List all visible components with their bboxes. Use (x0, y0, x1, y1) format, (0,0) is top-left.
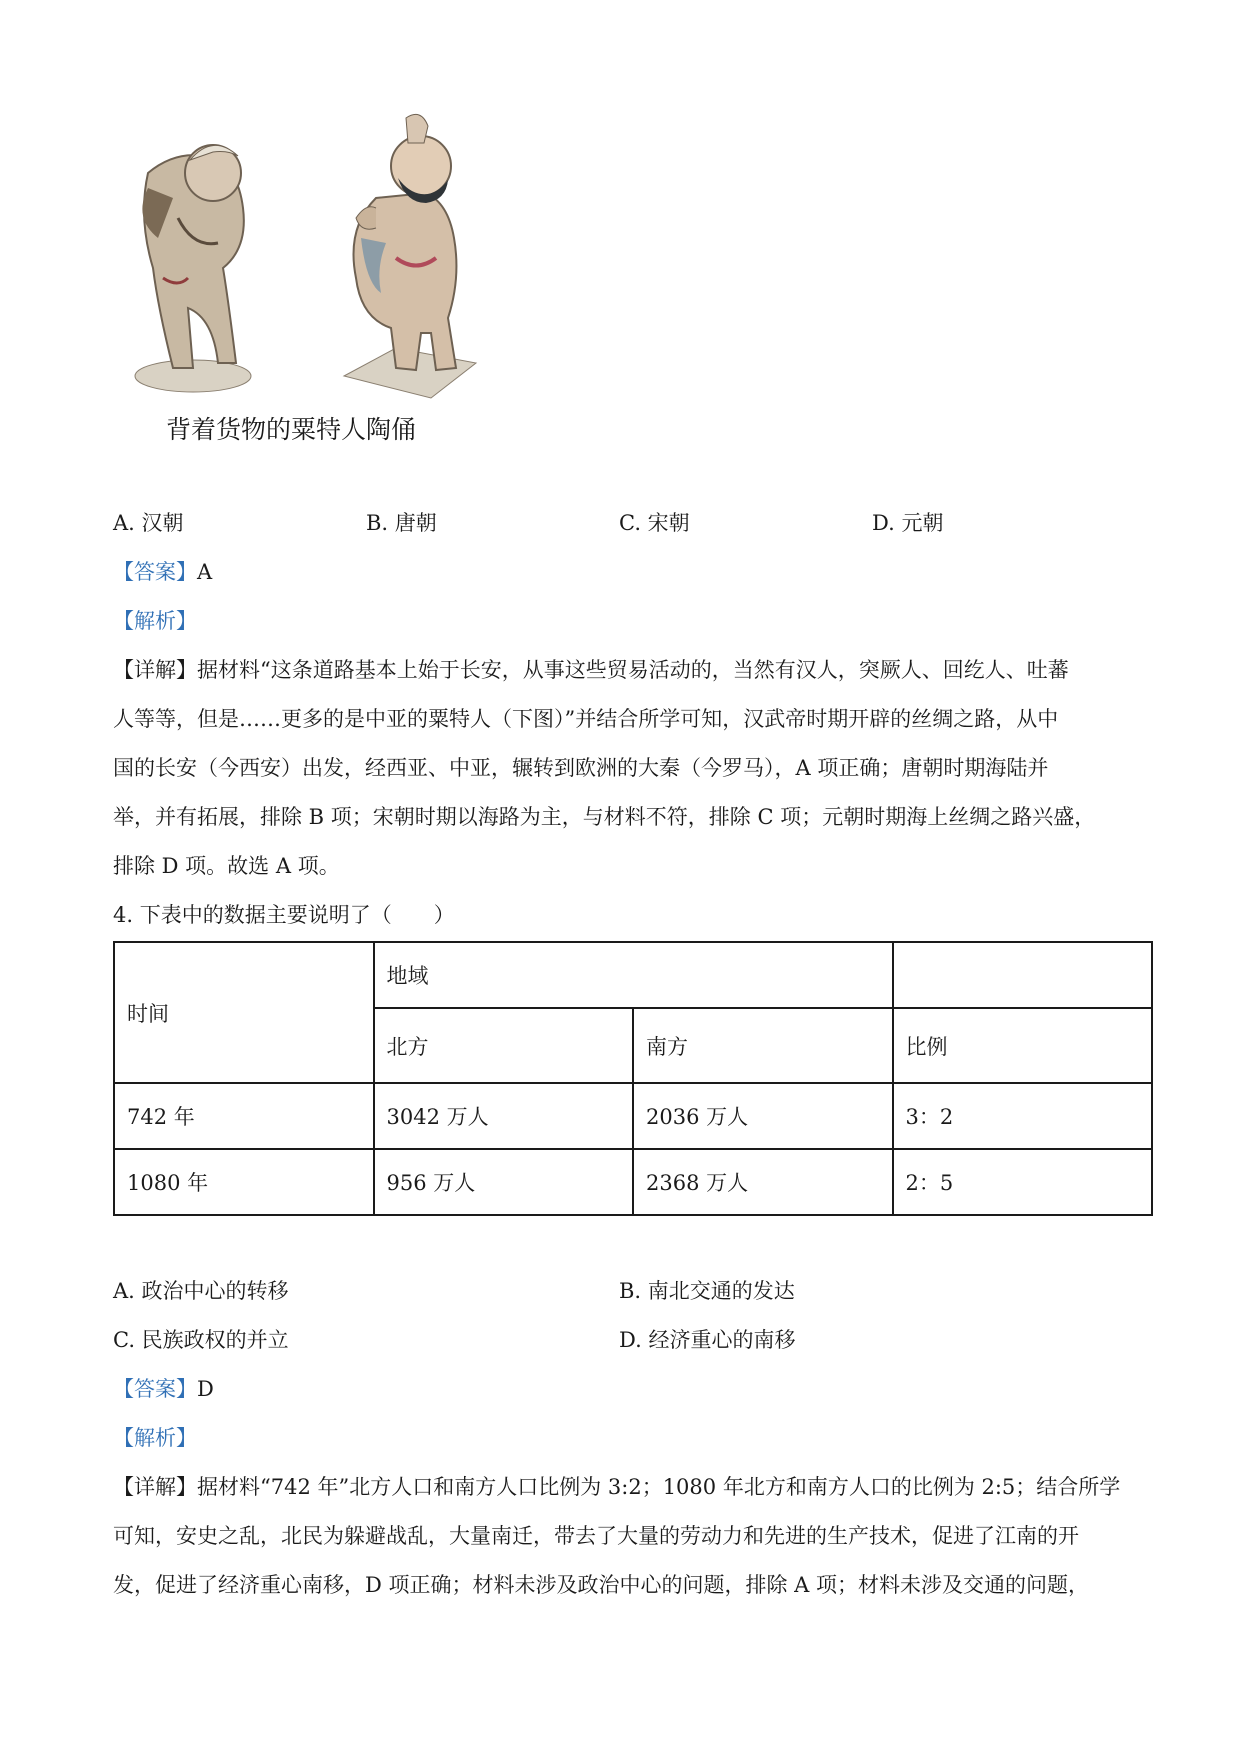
cell-ratio: 3：2 (893, 1083, 1153, 1149)
q3-detail-line-4: 举，并有拓展，排除 B 项；宋朝时期以海路为主，与材料不符，排除 C 项；元朝时期海上丝绸之路兴盛， (113, 805, 1096, 829)
answer-value: A (197, 560, 213, 584)
detail-tag: 【详解】 (113, 1475, 197, 1499)
population-table (113, 941, 1153, 1216)
q3-detail-line-1 (113, 655, 1069, 685)
q4-stem: 4. 下表中的数据主要说明了（ ） (113, 903, 455, 927)
cell-time: 1080 年 (114, 1149, 374, 1215)
q3-detail-line-3: 国的长安（今西安）出发，经西亚、中亚，辗转到欧洲的大秦（今罗马），A 项正确；唐朝时期海陆并 (113, 756, 1049, 780)
q4-option-a[interactable]: A. 政治中心的转移 (113, 1279, 289, 1303)
q3-detail-line-2: 人等等，但是……更多的是中亚的粟特人（下图）”并结合所学可知，汉武帝时期开辟的丝绸之路，从中 (113, 707, 1059, 731)
cell-north: 3042 万人 (374, 1083, 634, 1149)
q4-option-c[interactable]: C. 民族政权的并立 (113, 1328, 289, 1352)
header-region: 地域 (374, 942, 893, 1008)
q3-option-b[interactable]: B. 唐朝 (366, 511, 437, 535)
answer-tag: 【答案】 (113, 1377, 197, 1401)
cell-ratio: 2：5 (893, 1149, 1153, 1215)
q3-option-a[interactable]: A. 汉朝 (113, 511, 184, 535)
q3-option-c[interactable]: C. 宋朝 (619, 511, 690, 535)
detail-text: 据材料“742 年”北方人口和南方人口比例为 3:2；1080 年北方和南方人口的比例为 2:5；结合所学 (197, 1475, 1121, 1499)
cell-north: 956 万人 (374, 1149, 634, 1215)
header-north: 北方 (374, 1008, 634, 1083)
table-row (114, 1083, 1152, 1149)
figurine-right-image (336, 108, 484, 403)
header-time: 时间 (114, 942, 374, 1083)
q3-detail-line-5: 排除 D 项。故选 A 项。 (113, 854, 340, 878)
table-row (114, 1149, 1152, 1215)
q4-detail-line-3: 发，促进了经济重心南移，D 项正确；材料未涉及政治中心的问题，排除 A 项；材料未涉及交通的问题， (113, 1573, 1090, 1597)
q4-detail-line-2: 可知，安史之乱，北民为躲避战乱，大量南迁，带去了大量的劳动力和先进的生产技术，促进了江南的开 (113, 1524, 1079, 1548)
q4-answer (113, 1374, 214, 1404)
q4-option-b[interactable]: B. 南北交通的发达 (619, 1279, 795, 1303)
detail-text: 据材料“这条道路基本上始于长安，从事这些贸易活动的，当然有汉人，突厥人、回纥人、吐蕃 (197, 658, 1069, 682)
q3-answer (113, 557, 212, 587)
q3-option-d[interactable]: D. 元朝 (872, 511, 944, 535)
q4-detail-line-1 (113, 1472, 1120, 1502)
q4-analysis-tag: 【解析】 (113, 1426, 197, 1450)
answer-tag: 【答案】 (113, 560, 197, 584)
header-ratio: 比例 (893, 1008, 1153, 1083)
answer-value: D (197, 1377, 214, 1401)
header-south: 南方 (633, 1008, 893, 1083)
header-empty (893, 942, 1153, 1008)
cell-time: 742 年 (114, 1083, 374, 1149)
q4-option-d[interactable]: D. 经济重心的南移 (619, 1328, 796, 1352)
figurine-left-image (118, 128, 268, 398)
detail-tag: 【详解】 (113, 658, 197, 682)
cell-south: 2036 万人 (633, 1083, 893, 1149)
cell-south: 2368 万人 (633, 1149, 893, 1215)
figure-caption: 背着货物的粟特人陶俑 (166, 415, 417, 444)
q3-analysis-tag: 【解析】 (113, 609, 197, 633)
